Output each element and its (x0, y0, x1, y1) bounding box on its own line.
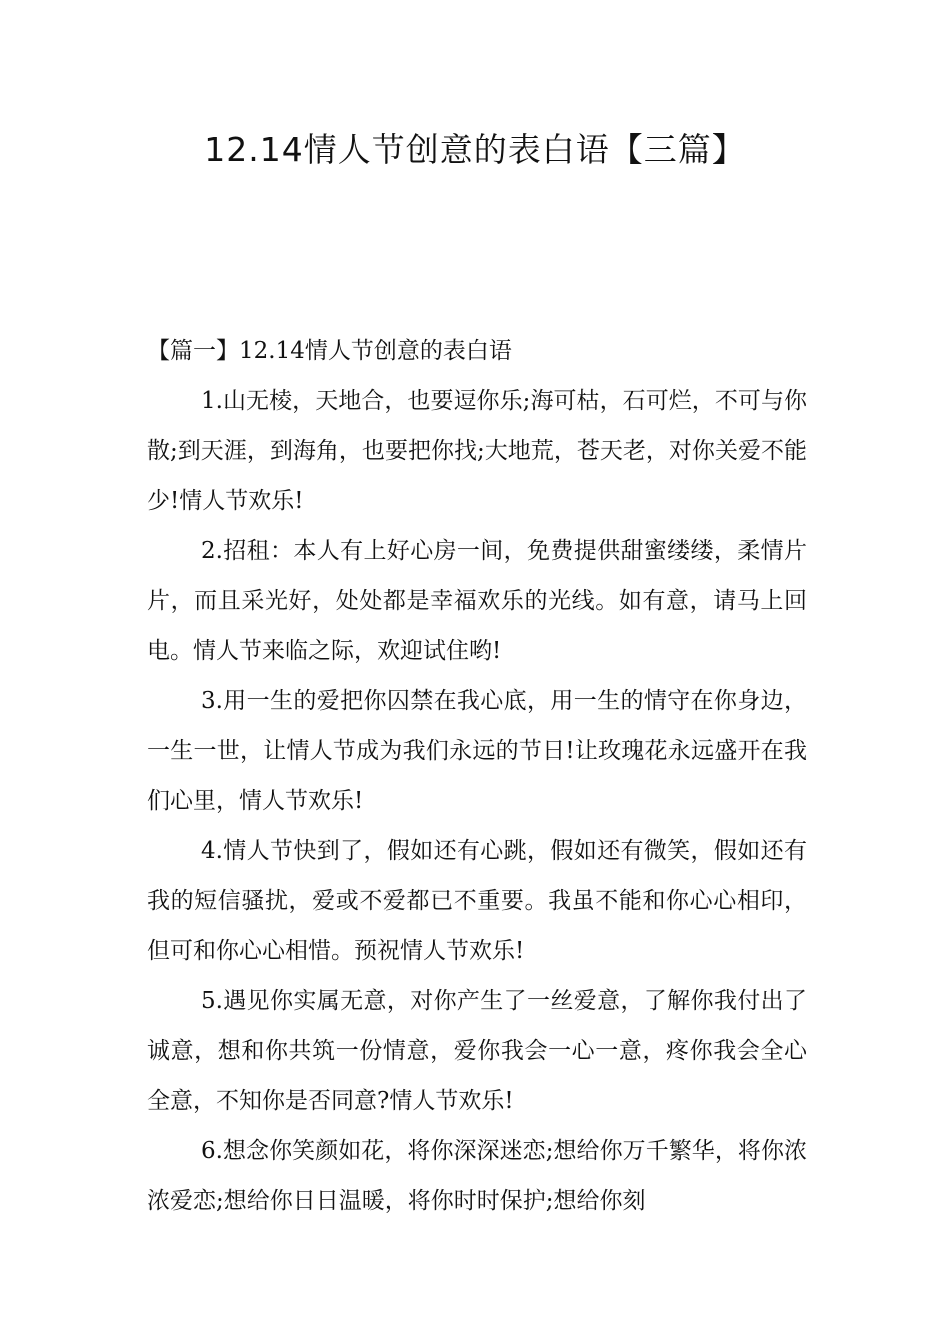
paragraph-5: 5.遇见你实属无意，对你产生了一丝爱意，了解你我付出了诚意，想和你共筑一份情意，爱你我会一心一意，疼你我会全心全意，不知你是否同意?情人节欢乐! (147, 988, 807, 1114)
paragraph-6: 6.想念你笑颜如花，将你深深迷恋;想给你万千繁华，将你浓浓爱恋;想给你日日温暖，将你时时保护;想给你刻 (147, 1138, 807, 1214)
document-body (147, 326, 807, 1226)
paragraph-1: 1.山无棱，天地合，也要逗你乐;海可枯，石可烂，不可与你散;到天涯，到海角，也要把你找;大地荒，苍天老，对你关爱不能少!情人节欢乐! (147, 388, 807, 514)
paragraph-4: 4.情人节快到了，假如还有心跳，假如还有微笑，假如还有我的短信骚扰，爱或不爱都已不重要。我虽不能和你心心相印，但可和你心心相惜。预祝情人节欢乐! (147, 838, 807, 964)
paragraph-3: 3.用一生的爱把你囚禁在我心底，用一生的情守在你身边，一生一世，让情人节成为我们永远的节日!让玫瑰花永远盛开在我们心里，情人节欢乐! (147, 688, 807, 814)
section-heading: 【篇一】12.14情人节创意的表白语 (147, 338, 512, 364)
document-title: 12.14情人节创意的表白语【三篇】 (204, 130, 746, 169)
paragraph-2: 2.招租：本人有上好心房一间，免费提供甜蜜缕缕，柔情片片，而且采光好，处处都是幸福欢乐的光线。如有意，请马上回电。情人节来临之际，欢迎试住哟! (147, 538, 807, 664)
